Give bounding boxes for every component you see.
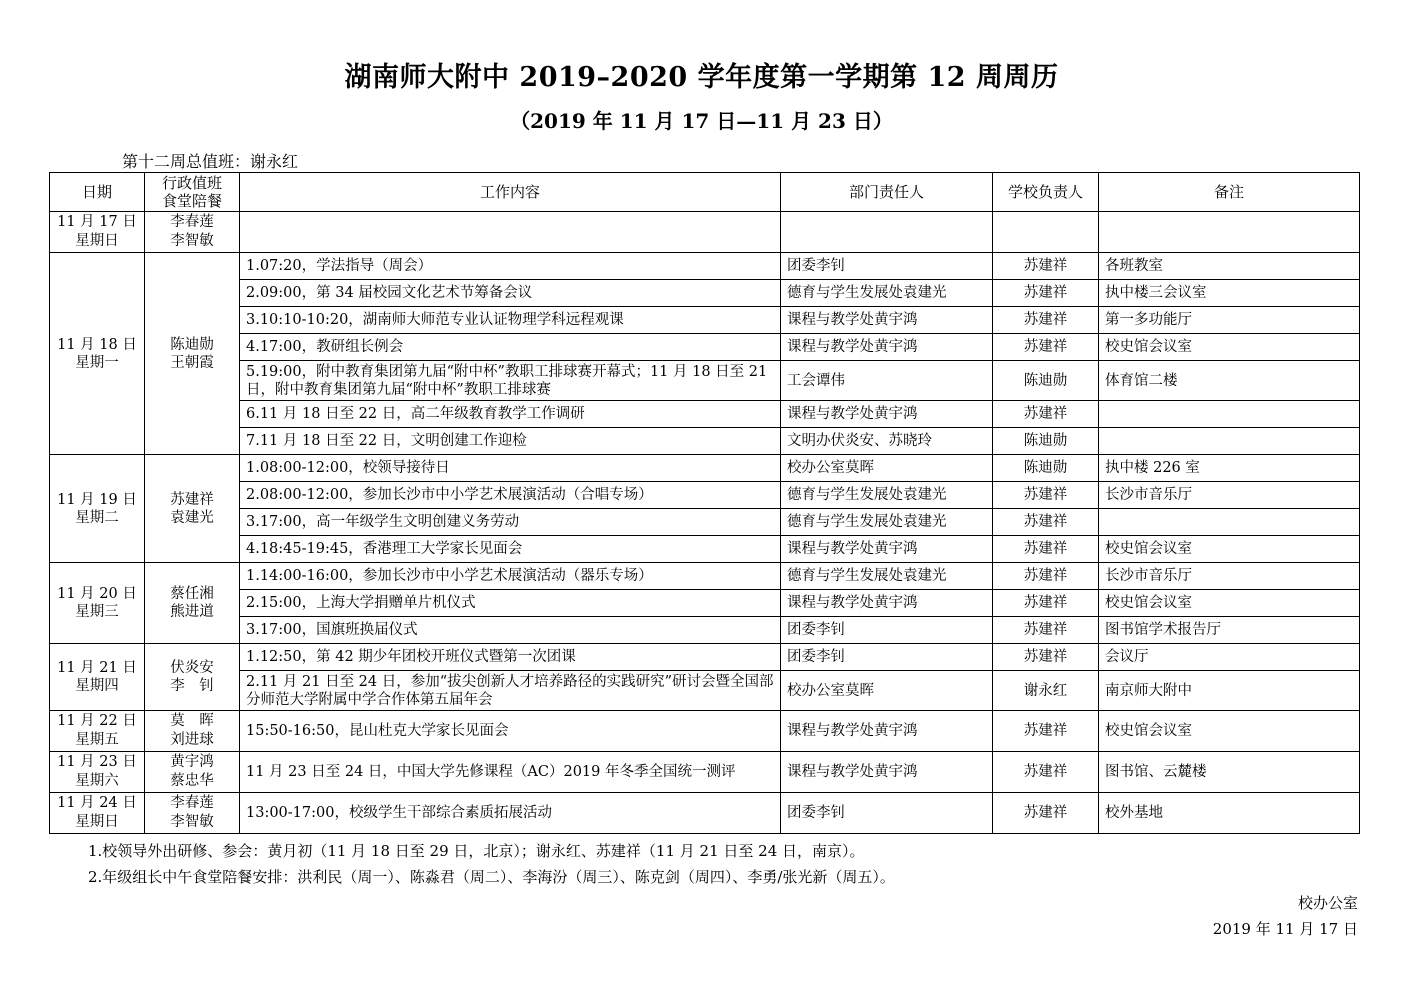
note-cell: 校史馆会议室	[1099, 536, 1360, 563]
staff-name: 袁建光	[170, 509, 214, 526]
work-cell	[240, 212, 781, 253]
work-cell: 3.17:00，国旗班换届仪式	[240, 617, 781, 644]
day-weekday: 星期三	[75, 604, 119, 620]
work-cell: 2.15:00，上海大学捐赠单片机仪式	[240, 590, 781, 617]
day-date: 11 月 23 日	[57, 754, 137, 770]
table-row	[50, 253, 1360, 280]
table-row	[50, 361, 1360, 401]
note-cell: 校外基地	[1099, 793, 1360, 834]
note-2: 2.年级组长中午食堂陪餐安排：洪利民（周一）、陈淼君（周二）、李海汾（周三）、陈克剑（周四）、李勇/张光新（周五）。	[88, 868, 895, 886]
work-cell: 1.12:50，第 42 期少年团校开班仪式暨第一次团课	[240, 644, 781, 671]
note-cell	[1099, 212, 1360, 253]
work-cell: 4.18:45-19:45，香港理工大学家长见面会	[240, 536, 781, 563]
school-cell: 苏建祥	[993, 482, 1099, 509]
dept-cell: 团委李钊	[781, 253, 993, 280]
day-date: 11 月 24 日	[57, 795, 137, 811]
staff-name: 李智敏	[170, 233, 214, 249]
table-row	[50, 212, 1360, 253]
note-cell: 校史馆会议室	[1099, 590, 1360, 617]
note-cell: 第一多功能厅	[1099, 307, 1360, 334]
staff-name: 陈迪勋	[170, 336, 214, 353]
staff-name: 蔡任湘	[170, 586, 214, 602]
day-date: 11 月 19 日	[57, 491, 137, 508]
dept-cell: 课程与教学处黄宇鸿	[781, 590, 993, 617]
note-cell: 会议厅	[1099, 644, 1360, 671]
header-date: 日期	[50, 173, 145, 212]
table-row	[50, 563, 1360, 590]
table-row	[50, 482, 1360, 509]
note-cell: 长沙市音乐厅	[1099, 563, 1360, 590]
staff-name: 熊进道	[170, 604, 214, 620]
work-cell: 2.09:00，第 34 届校园文化艺术节筹备会议	[240, 280, 781, 307]
note-cell: 体育馆二楼	[1099, 361, 1360, 401]
table-row	[50, 307, 1360, 334]
school-cell: 苏建祥	[993, 711, 1099, 752]
work-cell: 2.11 月 21 日至 24 日，参加“拔尖创新人才培养路径的实践研究”研讨会暨全国部分师范大学附属中学合作体第五届年会	[240, 671, 781, 711]
school-cell: 苏建祥	[993, 590, 1099, 617]
day-date-cell	[50, 455, 145, 563]
table-row	[50, 671, 1360, 711]
staff-name: 李 钊	[170, 678, 214, 694]
note-cell: 南京师大附中	[1099, 671, 1360, 711]
school-cell: 苏建祥	[993, 253, 1099, 280]
day-date: 11 月 17 日	[57, 214, 137, 230]
day-staff-cell	[145, 563, 240, 644]
note-cell	[1099, 509, 1360, 536]
staff-name: 黄宇鸿	[170, 754, 214, 770]
dept-cell: 课程与教学处黄宇鸿	[781, 711, 993, 752]
day-weekday: 星期一	[75, 354, 119, 371]
work-cell: 11 月 23 日至 24 日，中国大学先修课程（AC）2019 年冬季全国统一测评	[240, 752, 781, 793]
day-date: 11 月 22 日	[57, 713, 137, 729]
school-cell: 苏建祥	[993, 793, 1099, 834]
work-cell: 5.19:00，附中教育集团第九届“附中杯”教职工排球赛开幕式；11 月 18 日至 21 日，附中教育集团第九届“附中杯”教职工排球赛	[240, 361, 781, 401]
day-date: 11 月 18 日	[57, 336, 137, 353]
school-cell: 陈迪勋	[993, 361, 1099, 401]
dept-cell: 团委李钊	[781, 617, 993, 644]
work-cell: 1.08:00-12:00，校领导接待日	[240, 455, 781, 482]
day-weekday: 星期五	[75, 732, 119, 748]
school-cell: 苏建祥	[993, 644, 1099, 671]
staff-name: 伏炎安	[170, 660, 214, 676]
work-cell: 6.11 月 18 日至 22 日，高二年级教育教学工作调研	[240, 401, 781, 428]
school-cell: 陈迪勋	[993, 428, 1099, 455]
note-cell: 图书馆、云麓楼	[1099, 752, 1360, 793]
school-cell: 苏建祥	[993, 280, 1099, 307]
note-cell: 校史馆会议室	[1099, 334, 1360, 361]
table-row	[50, 428, 1360, 455]
work-cell: 13:00-17:00，校级学生干部综合素质拓展活动	[240, 793, 781, 834]
dept-cell: 课程与教学处黄宇鸿	[781, 536, 993, 563]
note-cell: 执中楼 226 室	[1099, 455, 1360, 482]
dept-cell: 课程与教学处黄宇鸿	[781, 334, 993, 361]
day-weekday: 星期四	[75, 678, 119, 694]
note-cell	[1099, 428, 1360, 455]
day-date-cell	[50, 793, 145, 834]
table-body	[50, 212, 1360, 834]
day-staff-cell	[145, 455, 240, 563]
staff-name: 刘进球	[170, 732, 214, 748]
dept-cell: 德育与学生发展处袁建光	[781, 280, 993, 307]
note-cell: 执中楼三会议室	[1099, 280, 1360, 307]
table-row	[50, 711, 1360, 752]
dept-cell: 团委李钊	[781, 793, 993, 834]
duty-officer: 第十二周总值班：谢永红	[122, 152, 299, 171]
school-cell: 苏建祥	[993, 401, 1099, 428]
table-row	[50, 644, 1360, 671]
day-date-cell	[50, 644, 145, 711]
work-cell: 1.14:00-16:00，参加长沙市中小学艺术展演活动（器乐专场）	[240, 563, 781, 590]
day-staff-cell	[145, 752, 240, 793]
table-row	[50, 334, 1360, 361]
header-school: 学校负责人	[993, 173, 1099, 212]
dept-cell: 德育与学生发展处袁建光	[781, 509, 993, 536]
day-weekday: 星期二	[75, 509, 119, 526]
day-weekday: 星期六	[75, 773, 119, 789]
staff-name: 王朝霞	[170, 354, 214, 371]
school-cell: 苏建祥	[993, 334, 1099, 361]
table-header-row	[50, 173, 1360, 212]
school-cell: 苏建祥	[993, 307, 1099, 334]
school-cell: 苏建祥	[993, 752, 1099, 793]
staff-name: 李春莲	[170, 795, 214, 811]
staff-name: 李春莲	[170, 214, 214, 230]
school-cell: 苏建祥	[993, 617, 1099, 644]
dept-cell: 团委李钊	[781, 644, 993, 671]
table-row	[50, 793, 1360, 834]
dept-cell: 德育与学生发展处袁建光	[781, 482, 993, 509]
day-date-cell	[50, 253, 145, 455]
table-row	[50, 617, 1360, 644]
header-staff-line2: 食堂陪餐	[161, 192, 222, 210]
staff-name: 李智敏	[170, 814, 214, 830]
day-date: 11 月 21 日	[57, 660, 137, 676]
note-cell: 图书馆学术报告厅	[1099, 617, 1360, 644]
staff-name: 苏建祥	[170, 491, 214, 508]
dept-cell	[781, 212, 993, 253]
table-row	[50, 590, 1360, 617]
day-staff-cell	[145, 793, 240, 834]
school-cell: 陈迪勋	[993, 455, 1099, 482]
header-dept: 部门责任人	[781, 173, 993, 212]
dept-cell: 校办公室莫晖	[781, 455, 993, 482]
table-row	[50, 509, 1360, 536]
page-title: 湖南师大附中 2019–2020 学年度第一学期第 12 周周历	[344, 62, 1059, 93]
day-weekday: 星期日	[75, 814, 119, 830]
dept-cell: 校办公室莫晖	[781, 671, 993, 711]
header-note: 备注	[1099, 173, 1360, 212]
work-cell: 4.17:00，教研组长例会	[240, 334, 781, 361]
staff-name: 蔡忠华	[170, 773, 214, 789]
table-row	[50, 280, 1360, 307]
day-staff-cell	[145, 253, 240, 455]
day-date-cell	[50, 752, 145, 793]
work-cell: 7.11 月 18 日至 22 日，文明创建工作迎检	[240, 428, 781, 455]
dept-cell: 课程与教学处黄宇鸿	[781, 752, 993, 793]
dept-cell: 课程与教学处黄宇鸿	[781, 307, 993, 334]
school-cell: 苏建祥	[993, 509, 1099, 536]
school-cell: 苏建祥	[993, 563, 1099, 590]
day-staff-cell	[145, 212, 240, 253]
table-row	[50, 401, 1360, 428]
school-cell: 谢永红	[993, 671, 1099, 711]
note-cell: 长沙市音乐厅	[1099, 482, 1360, 509]
note-cell: 校史馆会议室	[1099, 711, 1360, 752]
header-staff-line1: 行政值班	[161, 174, 222, 192]
date-range: （2019 年 11 月 17 日—11 月 23 日）	[510, 109, 893, 133]
table-row	[50, 536, 1360, 563]
weekly-calendar-table	[49, 172, 1360, 834]
work-cell: 1.07:20，学法指导（周会）	[240, 253, 781, 280]
dept-cell: 工会谭伟	[781, 361, 993, 401]
school-cell: 苏建祥	[993, 536, 1099, 563]
work-cell: 3.10:10-10:20，湖南师大师范专业认证物理学科远程观课	[240, 307, 781, 334]
day-date-cell	[50, 212, 145, 253]
table-row	[50, 455, 1360, 482]
note-cell: 各班教室	[1099, 253, 1360, 280]
dept-cell: 课程与教学处黄宇鸿	[781, 401, 993, 428]
work-cell: 15:50-16:50，昆山杜克大学家长见面会	[240, 711, 781, 752]
note-cell	[1099, 401, 1360, 428]
table-row	[50, 752, 1360, 793]
signature-office: 校办公室	[1297, 894, 1358, 912]
signature-date: 2019 年 11 月 17 日	[1212, 920, 1358, 938]
staff-name: 莫 晖	[170, 713, 214, 729]
header-staff	[145, 173, 240, 212]
dept-cell: 德育与学生发展处袁建光	[781, 563, 993, 590]
day-weekday: 星期日	[75, 233, 119, 249]
work-cell: 3.17:00，高一年级学生文明创建义务劳动	[240, 509, 781, 536]
header-work: 工作内容	[240, 173, 781, 212]
dept-cell: 文明办伏炎安、苏晓玲	[781, 428, 993, 455]
day-staff-cell	[145, 711, 240, 752]
day-date-cell	[50, 711, 145, 752]
day-date: 11 月 20 日	[57, 586, 137, 602]
school-cell	[993, 212, 1099, 253]
day-date-cell	[50, 563, 145, 644]
day-staff-cell	[145, 644, 240, 711]
note-1: 1.校领导外出研修、参会：黄月初（11 月 18 日至 29 日，北京）；谢永红、苏建祥（11 月 21 日至 24 日，南京）。	[88, 842, 865, 860]
work-cell: 2.08:00-12:00，参加长沙市中小学艺术展演活动（合唱专场）	[240, 482, 781, 509]
